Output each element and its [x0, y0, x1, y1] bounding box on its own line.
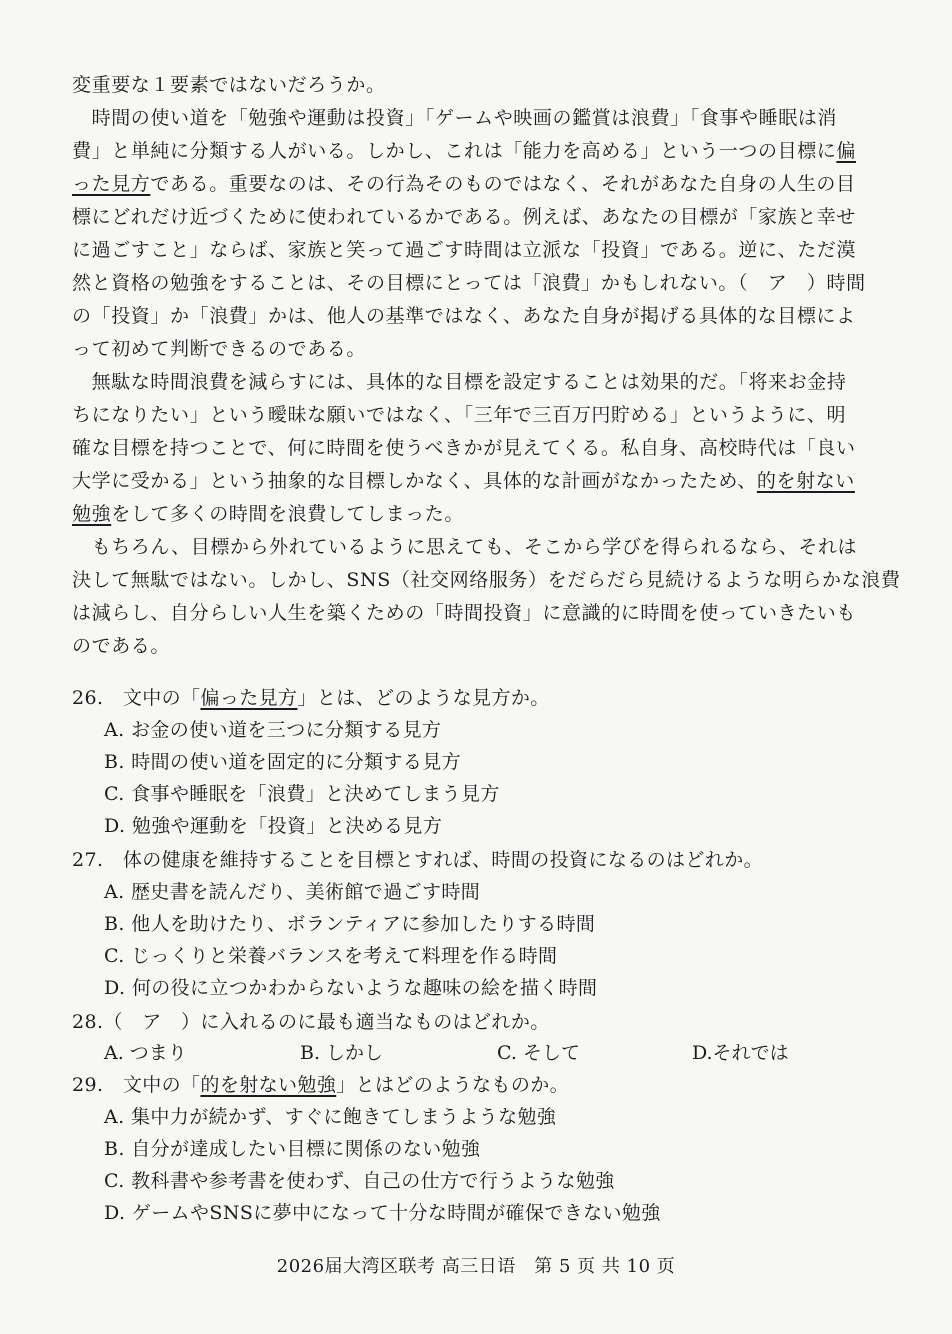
passage-line — [72, 169, 872, 199]
option-d[interactable]: D. 勉強や運動を「投資」と決める見方 — [104, 815, 443, 837]
passage-line — [72, 466, 872, 496]
stem-text: 」とはどのようなものか。 — [336, 1074, 570, 1096]
underlined-phrase: った見方 — [72, 173, 151, 195]
question-stem — [72, 1070, 569, 1100]
question-stem: 27. 体の健康を維持することを目標とすれば、時間の投資になるのはどれか。 — [72, 849, 764, 871]
passage-line — [72, 136, 872, 166]
option-c[interactable]: C. そして — [497, 1042, 580, 1064]
option-c[interactable]: C. 教科書や参考書を使わず、自己の仕方で行うような勉強 — [104, 1170, 615, 1192]
passage-line: 確な目標を持つことで、何に時間を使うべきかが見えてくる。私自身、高校時代は「良い — [72, 437, 856, 459]
option-b[interactable]: B. しかし — [300, 1042, 384, 1064]
passage-text: である。重要なのは、その行為そのものではなく、それがあなた自身の人生の目 — [150, 173, 856, 195]
option-d[interactable]: D. 何の役に立つかわからないような趣味の絵を描く時間 — [104, 977, 598, 999]
passage-line: 決して無駄ではない。しかし、SNS（社交网络服务）をだらだら見続けるような明らかな浪費 — [72, 569, 901, 591]
option-a[interactable]: A. 歴史書を読んだり、美術館で過ごす時間 — [104, 881, 481, 903]
passage-line: の「投資」か「浪費」かは、他人の基準ではなく、あなた自身が掲げる具体的な目標によ — [72, 305, 856, 327]
stem-text: 26. 文中の「 — [72, 687, 201, 709]
passage-line: のである。 — [72, 635, 171, 657]
passage-line: は減らし、自分らしい人生を築くための「時間投資」に意識的に時間を使っていきたいも — [72, 602, 857, 624]
option-d[interactable]: D.それでは — [692, 1042, 789, 1064]
passage-line: 然と資格の勉強をすることは、その目標にとっては「浪費」かもしれない。（ ア ）時間 — [72, 272, 866, 294]
passage-line: 時間の使い道を「勉強や運動は投資」「ゲームや映画の鑑賞は浪費」「食事や睡眠は消 — [72, 107, 838, 129]
option-b[interactable]: B. 他人を助けたり、ボランティアに参加したりする時間 — [104, 913, 596, 935]
passage-line: ちになりたい」という曖昧な願いではなく、「三年で三百万円貯める」というように、明 — [72, 404, 847, 426]
option-c[interactable]: C. 食事や睡眠を「浪費」と決めてしまう見方 — [104, 783, 500, 805]
passage-text: をして多くの時間を浪費してしまった。 — [111, 503, 465, 525]
passage-line — [72, 499, 872, 529]
option-b[interactable]: B. 自分が達成したい目標に関係のない勉強 — [104, 1138, 481, 1160]
option-c[interactable]: C. じっくりと栄養バランスを考えて料理を作る時間 — [104, 945, 558, 967]
page-footer: 2026届大湾区联考 高三日语 第 5 页 共 10 页 — [276, 1256, 676, 1277]
underlined-phrase: 的を射ない勉強 — [200, 1074, 337, 1096]
underlined-phrase: 的を射ない — [756, 470, 855, 492]
option-b[interactable]: B. 時間の使い道を固定的に分類する見方 — [104, 751, 462, 773]
passage-line: もちろん、目標から外れているように思えても、そこから学びを得られるなら、それは — [72, 536, 858, 558]
question-stem: 28.（ ア ）に入れるのに最も適当なものはどれか。 — [72, 1011, 550, 1033]
underlined-phrase: 偏った見方 — [200, 687, 298, 709]
passage-line: 無駄な時間浪費を減らすには、具体的な目標を設定することは効果的だ。「将来お金持 — [72, 371, 847, 393]
underlined-phrase: 勉強 — [72, 503, 112, 525]
passage-line: に過ごすこと」ならば、家族と笑って過ごす時間は立派な「投資」である。逆に、ただ漠 — [72, 239, 857, 261]
stem-text: 29. 文中の「 — [72, 1074, 201, 1096]
option-d[interactable]: D. ゲームやSNSに夢中になって十分な時間が確保できない勉強 — [104, 1202, 661, 1224]
option-a[interactable]: A. つまり — [104, 1042, 187, 1064]
passage-text: 大学に受かる」という抽象的な目標しかなく、具体的な計画がなかったため、 — [72, 470, 757, 492]
underlined-phrase: 偏 — [836, 140, 857, 162]
passage-line: って初めて判断できるのである。 — [72, 338, 367, 360]
question-stem — [72, 683, 550, 713]
option-a[interactable]: A. お金の使い道を三つに分類する見方 — [104, 719, 442, 741]
passage-line: 変重要な１要素ではないだろうか。 — [72, 74, 386, 96]
passage-line: 標にどれだけ近づくために使われているかである。例えば、あなたの目標が「家族と幸せ — [72, 206, 857, 228]
option-a[interactable]: A. 集中力が続かず、すぐに飽きてしまうような勉強 — [104, 1106, 557, 1128]
stem-text: 」とは、どのような見方か。 — [297, 687, 550, 709]
passage-text: 費」と単純に分類する人がいる。しかし、これは「能力を高める」という一つの目標に — [72, 140, 837, 162]
